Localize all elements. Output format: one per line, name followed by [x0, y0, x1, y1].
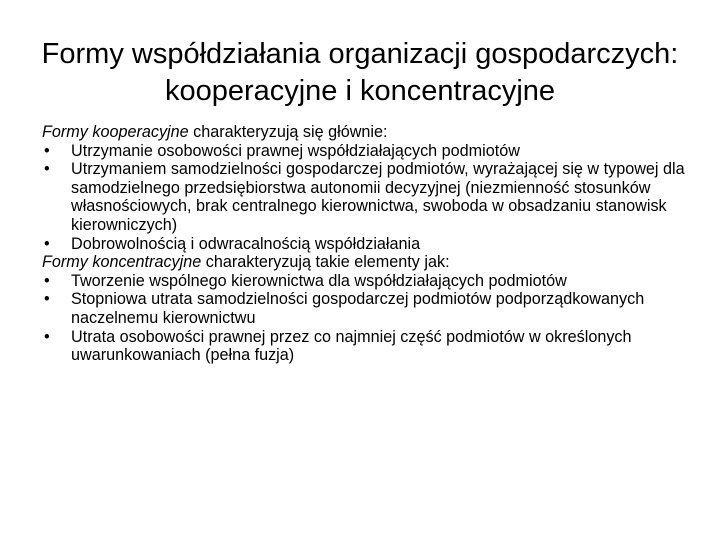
bullet-glyph: •: [44, 160, 50, 179]
slide-title-line-1: Formy współdziałania organizacji gospodarczych:: [41, 38, 679, 70]
section-concentration-lead-em: Formy koncentracyjne: [42, 253, 202, 272]
bullet-glyph: •: [44, 141, 50, 160]
list-item-text: Utrzymanie osobowości prawnej współdziałających podmiotów: [71, 141, 520, 160]
list-item-concentration-3: [42, 328, 692, 365]
list-item-text: Utrata osobowości prawnej przez co najmniej część podmiotów w określonych uwarunkowaniach (pełna fuzja): [71, 327, 632, 365]
bullet-glyph: •: [44, 327, 50, 346]
list-item-text: Utrzymaniem samodzielności gospodarczej podmiotów, wyrażającej się w typowej dla samodzielnego przedsiębiorstwa autonomii decyzyjnej (niezmienność stosunków własnościowych, brak centralnego kierownictwa, swoboda w obsadzaniu stanowisk kierowniczych): [71, 160, 685, 234]
bullet-glyph: •: [44, 290, 50, 309]
bullet-glyph: •: [44, 234, 50, 253]
list-item-text: Tworzenie wspólnego kierownictwa dla współdziałających podmiotów: [71, 271, 567, 290]
bullet-glyph: •: [44, 271, 50, 290]
list-item-cooperative-1: [42, 142, 692, 161]
list-item-text: Dobrowolnością i odwracalnością współdziałania: [71, 234, 421, 253]
section-cooperative-lead-em: Formy kooperacyjne: [42, 123, 189, 141]
slide-title: [0, 36, 720, 110]
section-concentration-lead-rest: charakteryzują takie elementy jak:: [201, 253, 450, 272]
list-item-concentration-1: [42, 272, 692, 291]
slide-title-line-2: kooperacyjne i koncentracyjne: [164, 75, 556, 107]
section-cooperative-lead-rest: charakteryzują się głównie:: [188, 123, 388, 141]
list-item-concentration-2: [42, 290, 692, 327]
section-concentration-lead: [42, 253, 692, 272]
list-item-cooperative-2: [42, 160, 692, 234]
section-cooperative-lead: [42, 123, 692, 142]
slide-body: [42, 123, 692, 365]
list-item-text: Stopniowa utrata samodzielności gospodarczej podmiotów podporządkowanych naczelnemu kierownictwu: [71, 290, 645, 327]
list-item-cooperative-3: [42, 235, 692, 254]
